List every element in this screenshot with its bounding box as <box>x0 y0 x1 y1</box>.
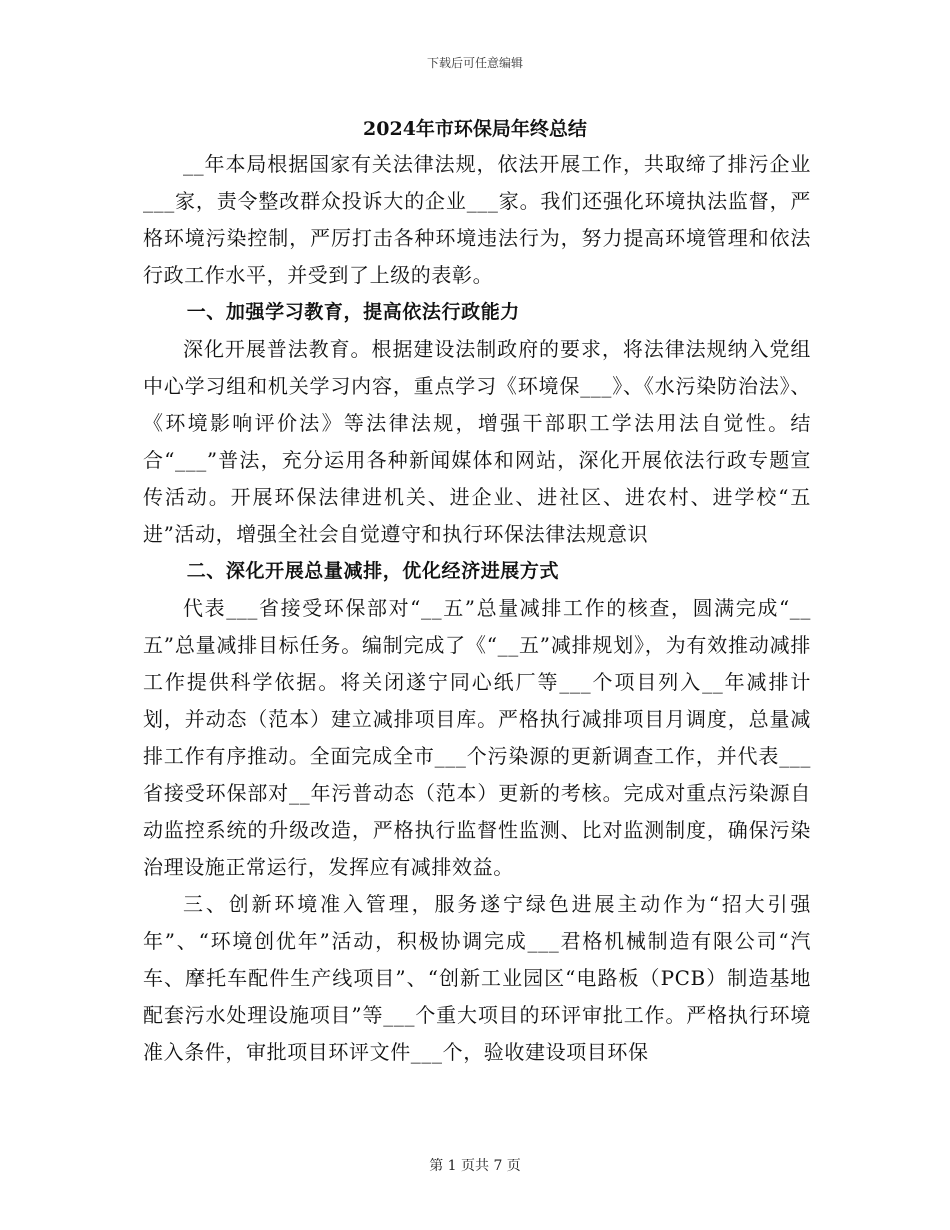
document-body <box>143 146 811 1071</box>
document-title: 2024年市环保局年终总结 <box>363 118 587 140</box>
section-2-paragraph: 代表___省接受环保部对“__五”总量减排工作的核查，圆满完成“__五”总量减排目标任务。编制完成了《“__五”减排规划》，为有效推动减排工作提供科学依据。将关闭遂宁同心纸厂等___个项目列入__年减排计划，并动态（范本）建立减排项目库。严格执行减排项目月调度，总量减排工作有序推动。全面完成全市___个污染源的更新调查工作，并代表___省接受环保部对__年污普动态（范本）更新的考核。完成对重点污染源自动监控系统的升级改造，严格执行监督性监测、比对监测制度，确保污染治理设施正常运行，发挥应有减排效益。 <box>143 596 811 879</box>
section-1-paragraph: 深化开展普法教育。根据建设法制政府的要求，将法律法规纳入党组中心学习组和机关学习内容，重点学习《环境保___》、《水污染防治法》、《环境影响评价法》等法律法规，增强干部职工学法用法自觉性。结合“___”普法，充分运用各种新闻媒体和网站，深化开展依法行政专题宣传活动。开展环保法律进机关、进企业、进社区、进农村、进学校“五进”活动，增强全社会自觉遵守和执行环保法律法规意识 <box>143 337 811 546</box>
section-heading-1: 一、加强学习教育，提高依法行政能力 <box>186 301 520 323</box>
section-heading-2: 二、深化开展总量减排，优化经济进展方式 <box>186 560 560 582</box>
intro-paragraph: __年本局根据国家有关法律法规，依法开展工作，共取缔了排污企业___家，责令整改群众投诉大的企业___家。我们还强化环境执法监督，严格环境污染控制，严厉打击各种环境违法行为，努力提高环境管理和依法行政工作水平，并受到了上级的表彰。 <box>143 152 811 287</box>
page-header: 下载后可任意编辑 <box>426 56 523 70</box>
page-footer: 第 1 页共 7 页 <box>429 1158 521 1174</box>
section-3-paragraph: 三、创新环境准入管理，服务遂宁绿色进展主动作为“招大引强年”、“环境创优年”活动，积极协调完成___君格机械制造有限公司“汽车、摩托车配件生产线项目”、“创新工业园区“电路板（PCB）制造基地配套污水处理设施项目”等___个重大项目的环评审批工作。严格执行环境准入条件，审批项目环评文件___个，验收建设项目环保 <box>143 892 811 1064</box>
